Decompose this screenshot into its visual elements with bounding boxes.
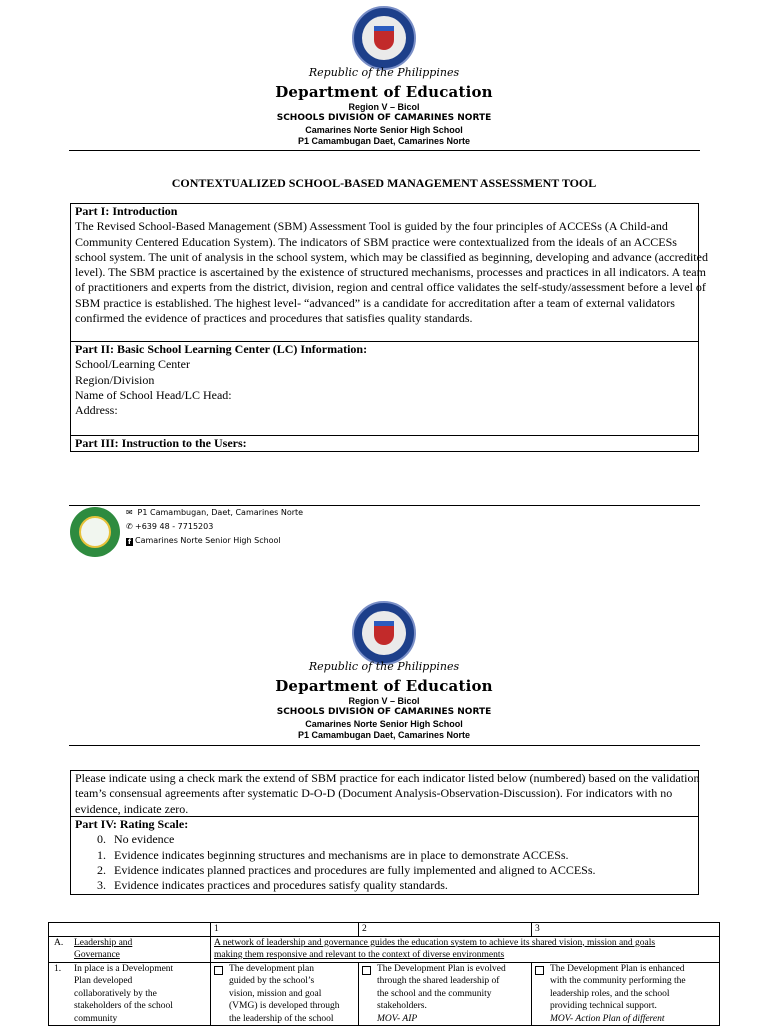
part1-line: Community Centered Education System). The indicators of SBM practice were contextualized from the ideals of an ACCESs — [75, 234, 677, 249]
principle-name: A. Leadership and Governance — [49, 936, 211, 962]
rating-scale-item: 1. Evidence indicates beginning structures and mechanisms are in place to demonstrate ACCESs. — [97, 847, 569, 862]
address-field-label: Address: — [75, 403, 118, 418]
deped-seal-logo — [352, 601, 416, 665]
part3-heading: Part III: Instruction to the Users: — [75, 436, 247, 450]
part1-line: The Revised School-Based Management (SBM) Assessment Tool is guided by the four principles of ACCESs (A Child-and — [75, 219, 668, 234]
region-line: Region V – Bicol — [348, 696, 420, 706]
rating-scale-item: 0. No evidence — [97, 832, 175, 847]
part1-box — [70, 203, 708, 342]
instruction-line: evidence, indicate zero. — [75, 801, 189, 816]
part2-box — [70, 341, 699, 436]
principle-description: A network of leadership and governance guides the education system to achieve its shared vision, mission and goals making them responsive and relevant to the context of diverse environments — [211, 936, 720, 962]
school-logo — [70, 507, 120, 557]
rating-1-cell[interactable]: The development plan guided by the school’s vision, mission and goal (VMG) is developed through the leadership of the school — [211, 962, 359, 1026]
republic-line: Republic of the Philippines — [308, 660, 460, 673]
table-header-cell: 3 — [532, 923, 720, 937]
header-divider — [69, 745, 700, 746]
document-title: CONTEXTUALIZED SCHOOL-BASED MANAGEMENT ASSESSMENT TOOL — [171, 176, 597, 190]
part2-heading: Part II: Basic School Learning Center (LC) Information: — [75, 342, 368, 356]
principle-row — [49, 936, 720, 962]
part1-line: confirmed the evidence of practices and procedures that satisfies quality standards. — [75, 311, 473, 326]
assessment-table — [48, 922, 720, 1026]
rating-2-cell[interactable]: The Development Plan is evolved through the shared leadership of the school and the community stakeholders. MOV- AIP — [359, 962, 532, 1026]
department-name: Department of Education — [275, 83, 493, 101]
deped-seal-logo — [352, 6, 416, 70]
school-address: P1 Camambugan Daet, Camarines Norte — [297, 730, 471, 740]
table-header-cell: 1 — [211, 923, 359, 937]
part1-line: school system. The unit of analysis in the school system, which may be classified as beginning, developing and advance (accredited — [75, 249, 708, 264]
division-line: SCHOOLS DIVISION OF CAMARINES NORTE — [276, 707, 492, 717]
header-divider — [69, 150, 700, 151]
department-name: Department of Education — [275, 677, 493, 695]
indicator-cell: 1. In place is a Development Plan developed collaboratively by the stakeholders of the school community — [49, 962, 211, 1026]
region-line: Region V – Bicol — [348, 102, 420, 112]
phone-icon: ✆ — [126, 522, 133, 531]
indicator-row — [49, 962, 720, 1026]
footer-contacts — [126, 506, 303, 548]
rating-scale-item: 3. Evidence indicates practices and procedures satisfy quality standards. — [97, 878, 448, 893]
division-line: SCHOOLS DIVISION OF CAMARINES NORTE — [276, 113, 492, 123]
checkbox[interactable] — [535, 966, 544, 975]
part1-line: level). The SBM practice is ascertained by the existence of structured mechanisms, processes and practices in all indicators. A team — [75, 265, 706, 280]
republic-line: Republic of the Philippines — [308, 66, 460, 79]
school-name: Camarines Norte Senior High School — [305, 719, 463, 729]
school-address: P1 Camambugan Daet, Camarines Norte — [297, 136, 471, 146]
facebook-icon: f — [127, 538, 132, 546]
footer-address: P1 Camambugan, Daet, Camarines Norte — [137, 508, 304, 517]
instruction-line: team’s consensual agreements after systematic D-O-D (Document Analysis-Observation-Discussion). For indicators with no — [75, 786, 673, 801]
table-header-row — [49, 923, 720, 937]
part4-box — [70, 816, 699, 895]
envelope-icon: ✉ — [126, 508, 133, 517]
checkbox[interactable] — [214, 966, 223, 975]
part1-line: SBM practice is established. The highest level- “advanced” is a candidate for accreditation after a team of external validators — [75, 295, 675, 310]
part1-line: of practitioners and experts from the district, division, region and central office validates the self-study/assessment before a level of — [75, 280, 706, 295]
table-header-cell — [49, 923, 211, 937]
rating-scale-list — [75, 832, 694, 893]
part4-heading: Part IV: Rating Scale: — [75, 817, 189, 831]
part1-heading: Part I: Introduction — [75, 204, 178, 218]
footer-facebook: Camarines Norte Senior High School — [135, 536, 281, 545]
part3-box — [70, 435, 699, 452]
table-header-cell: 2 — [359, 923, 532, 937]
region-field-label: Region/Division — [75, 372, 155, 387]
school-name: Camarines Norte Senior High School — [305, 125, 463, 135]
checkbox[interactable] — [362, 966, 371, 975]
footer-phone: +639 48 - 7715203 — [135, 522, 214, 531]
instructions-box — [70, 770, 699, 817]
rating-scale-item: 2. Evidence indicates planned practices and procedures are fully implemented and aligned to ACCESs. — [97, 862, 596, 877]
school-field-label: School/Learning Center — [75, 357, 190, 372]
instruction-line: Please indicate using a check mark the extend of SBM practice for each indicator listed below (numbered) based on the validation — [75, 771, 700, 785]
rating-3-cell[interactable]: The Development Plan is enhanced with the community performing the leadership roles, and the school providing technical support. MOV- Action Plan of different — [532, 962, 720, 1026]
school-head-field-label: Name of School Head/LC Head: — [75, 387, 232, 402]
